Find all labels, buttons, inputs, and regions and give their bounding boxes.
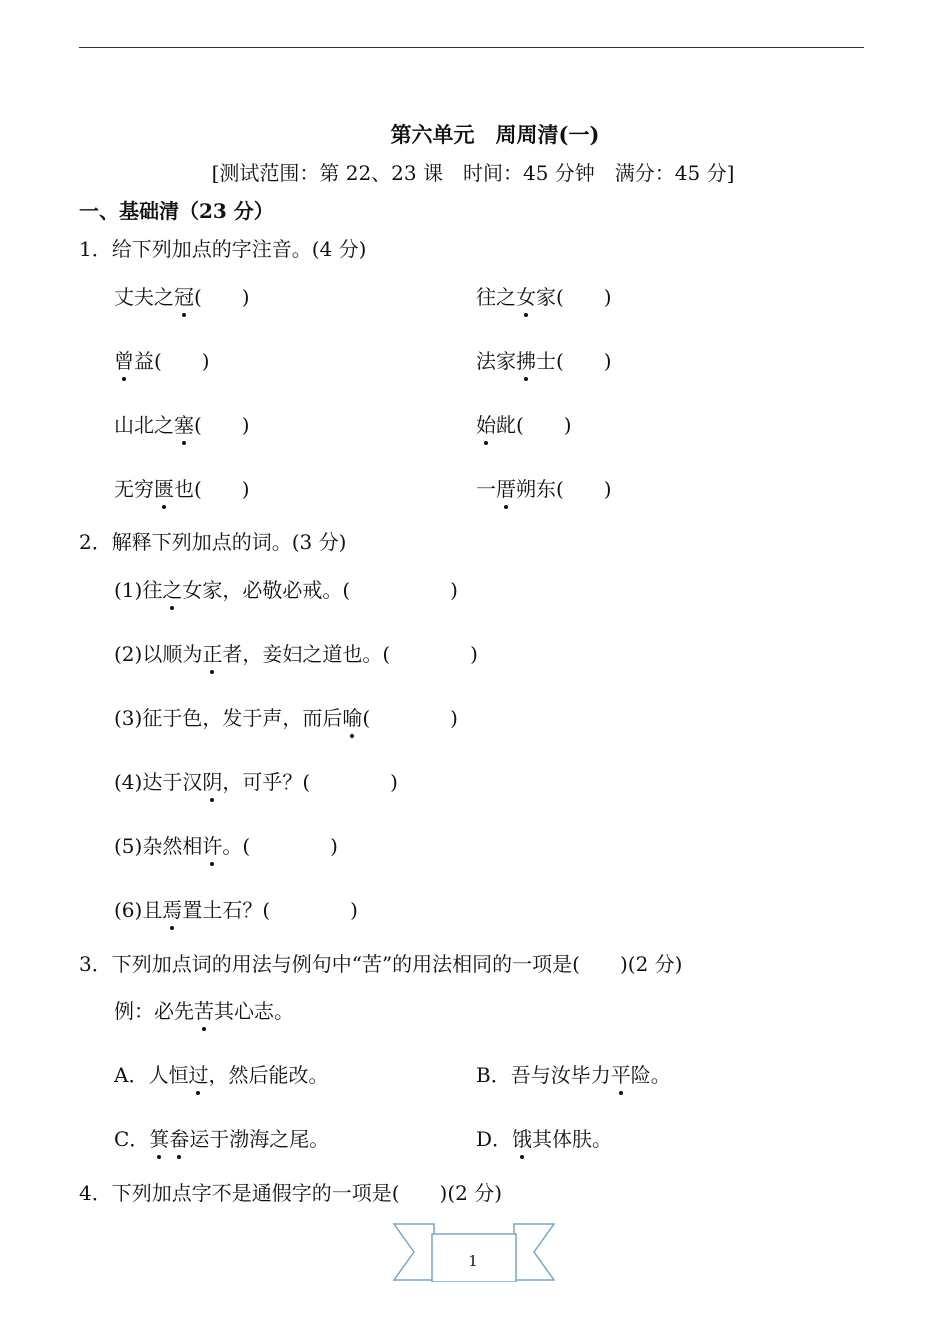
question-4-stem: 4．下列加点字不是通假字的一项是( )(2 分): [79, 1181, 503, 1205]
q2-item-1: (1)往之女家，必敬必戒。( ): [114, 578, 458, 602]
q1-item-8: 一厝朔东( ): [476, 477, 612, 501]
question-1-stem: 1．给下列加点的字注音。(4 分): [79, 237, 367, 261]
q3-example: 例：必先苦其心志。: [114, 999, 294, 1023]
q3-option-b: B．吾与汝毕力平险。: [476, 1063, 671, 1087]
q1-item-7: 无穷匮也( ): [114, 477, 250, 501]
q1-item-2: 往之女家( ): [476, 285, 612, 309]
question-2-stem: 2．解释下列加点的词。(3 分): [79, 530, 347, 554]
page-title: 第六单元 周周清(一): [390, 122, 600, 147]
q3-option-a: A．人恒过，然后能改。: [114, 1063, 329, 1087]
question-3-stem: 3．下列加点词的用法与例句中“苦”的用法相同的一项是( )(2 分): [79, 952, 683, 976]
q2-item-6: (6)且焉置土石？( ): [114, 898, 358, 922]
page-number: 1: [468, 1252, 478, 1270]
q1-item-5: 山北之塞( ): [114, 413, 250, 437]
test-scope: [测试范围：第 22、23 课 时间：45 分钟 满分：45 分]: [211, 161, 735, 185]
q2-item-2: (2)以顺为正者，妾妇之道也。( ): [114, 642, 478, 666]
q2-item-4: (4)达于汉阴，可乎？( ): [114, 770, 398, 794]
q2-item-3: (3)征于色，发于声，而后喻( ): [114, 706, 458, 730]
q3-option-d: D．饿其体肤。: [476, 1127, 613, 1151]
q1-item-1: 丈夫之冠( ): [114, 285, 250, 309]
section-heading: 一、基础清（23 分）: [79, 199, 274, 223]
q1-item-4: 法家拂士( ): [476, 349, 612, 373]
q3-option-c: C．箕畚运于渤海之尾。: [114, 1127, 330, 1151]
q1-item-6: 始龀( ): [476, 413, 572, 437]
q2-item-5: (5)杂然相许。( ): [114, 834, 338, 858]
q1-item-3: 曾益( ): [114, 349, 210, 373]
header-rule: [79, 47, 864, 48]
